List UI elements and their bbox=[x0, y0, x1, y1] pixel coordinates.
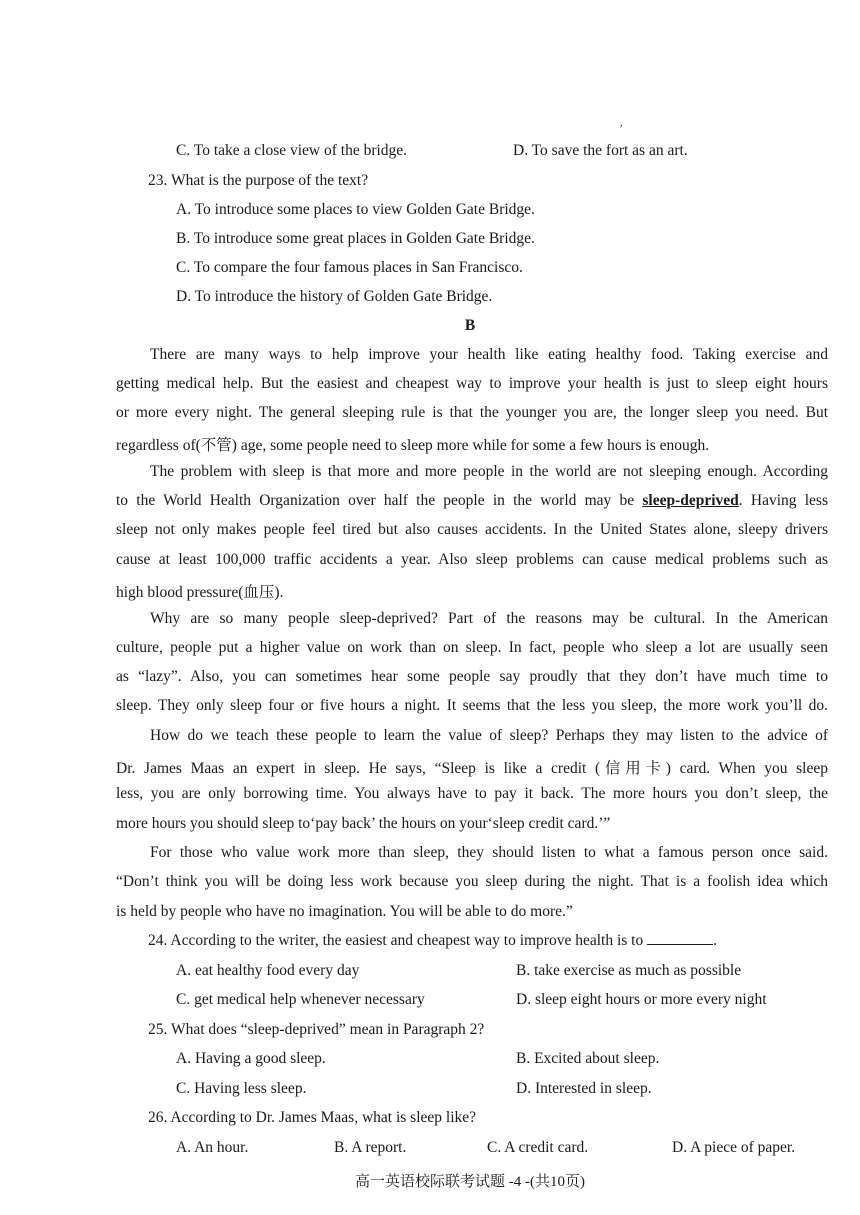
section-b-heading: B bbox=[464, 317, 476, 334]
keyword-sleep-deprived: sleep-deprived bbox=[642, 492, 739, 509]
q24-option-d: D. sleep eight hours or more every night bbox=[516, 991, 767, 1008]
p2-line-3: sleep not only makes people feel tired but also causes accidents. In the United States alone, sleepy drivers bbox=[116, 521, 828, 538]
p1-line-3: or more every night. The general sleeping rule is that the younger you are, the longer sleep you need. But bbox=[116, 404, 828, 421]
q24-stem-period: . bbox=[713, 932, 717, 949]
p3-line-2: culture, people put a higher value on work than on sleep. In fact, people who sleep a lot are usually seen bbox=[116, 639, 828, 656]
q23-option-d: D. To introduce the history of Golden Gate Bridge. bbox=[176, 288, 493, 305]
q24-option-c: C. get medical help whenever necessary bbox=[176, 991, 425, 1008]
p1-line-4: regardless of(不管) age, some people need to sleep more while for some a few hours is enough. bbox=[116, 437, 710, 454]
p4-line-3: less, you are only borrowing time. You always have to pay it back. The more hours you don’t sleep, the bbox=[116, 785, 828, 802]
p1-line-1: There are many ways to help improve your health like eating healthy food. Taking exercise and bbox=[150, 346, 828, 363]
p3-line-4: sleep. They only sleep four or five hours a night. It seems that the less you sleep, the more work you’ll do. bbox=[116, 697, 828, 714]
q25-option-d: D. Interested in sleep. bbox=[516, 1080, 652, 1097]
q25-stem: 25. What does “sleep-deprived” mean in Paragraph 2? bbox=[148, 1021, 485, 1038]
q25-option-b: B. Excited about sleep. bbox=[516, 1050, 660, 1067]
p4-line-2: Dr. James Maas an expert in sleep. He says, “Sleep is like a credit (信用卡) card. When you sleep bbox=[116, 760, 828, 777]
stray-mark: , bbox=[620, 118, 623, 129]
page-footer: 高一英语校际联考试题 -4 -(共10页) bbox=[355, 1174, 585, 1190]
p5-line-3: is held by people who have no imagination. You will be able to do more.” bbox=[116, 903, 573, 920]
q24-stem bbox=[148, 932, 717, 950]
q26-option-d: D. A piece of paper. bbox=[672, 1139, 796, 1156]
q25-option-a: A. Having a good sleep. bbox=[176, 1050, 326, 1067]
answer-blank bbox=[647, 932, 713, 945]
q26-option-b: B. A report. bbox=[334, 1139, 407, 1156]
q22-option-c: C. To take a close view of the bridge. bbox=[176, 142, 408, 159]
p2-line-2-end: . Having less bbox=[738, 492, 828, 509]
p2-line-2-text: to the World Health Organization over half the people in the world may be bbox=[116, 492, 643, 509]
q23-option-c: C. To compare the four famous places in San Francisco. bbox=[176, 259, 523, 276]
q22-option-d: D. To save the fort as an art. bbox=[513, 142, 688, 159]
p2-line-5: high blood pressure(血压). bbox=[116, 584, 284, 601]
q26-option-c: C. A credit card. bbox=[487, 1139, 589, 1156]
p2-line-2 bbox=[116, 492, 828, 510]
q24-option-b: B. take exercise as much as possible bbox=[516, 962, 742, 979]
p4-line-4: more hours you should sleep to‘pay back’ the hours on your‘sleep credit card.’” bbox=[116, 815, 611, 832]
q24-option-a: A. eat healthy food every day bbox=[176, 962, 360, 979]
q25-option-c: C. Having less sleep. bbox=[176, 1080, 307, 1097]
q23-option-a: A. To introduce some places to view Golden Gate Bridge. bbox=[176, 201, 535, 218]
q24-stem-text: 24. According to the writer, the easiest and cheapest way to improve health is to bbox=[148, 932, 644, 949]
q23-stem: 23. What is the purpose of the text? bbox=[148, 172, 369, 189]
p5-line-2: “Don’t think you will be doing less work because you sleep during the night. That is a foolish idea which bbox=[116, 873, 828, 890]
p3-line-3: as “lazy”. Also, you can sometimes hear some people say proudly that they don’t have much time to bbox=[116, 668, 828, 685]
q26-option-a: A. An hour. bbox=[176, 1139, 249, 1156]
p3-line-1: Why are so many people sleep-deprived? Part of the reasons may be cultural. In the American bbox=[150, 610, 828, 627]
p4-line-1: How do we teach these people to learn the value of sleep? Perhaps they may listen to the advice of bbox=[150, 727, 828, 744]
p2-line-4: cause at least 100,000 traffic accidents a year. Also sleep problems can cause medical problems such as bbox=[116, 551, 828, 568]
p2-line-1: The problem with sleep is that more and more people in the world are not sleeping enough. According bbox=[150, 463, 828, 480]
p5-line-1: For those who value work more than sleep, they should listen to what a famous person once said. bbox=[150, 844, 828, 861]
q26-stem: 26. According to Dr. James Maas, what is sleep like? bbox=[148, 1109, 477, 1126]
q23-option-b: B. To introduce some great places in Golden Gate Bridge. bbox=[176, 230, 535, 247]
p1-line-2: getting medical help. But the easiest and cheapest way to improve your health is just to sleep eight hours bbox=[116, 375, 828, 392]
